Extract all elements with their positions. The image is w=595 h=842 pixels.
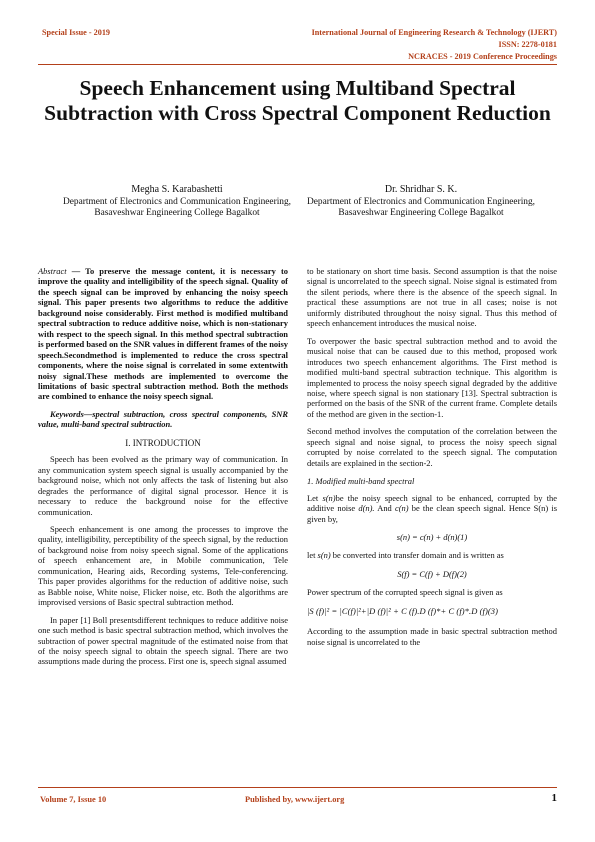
equation-2: S(f) = C(f) + D(f)(2) (397, 568, 467, 579)
footer-volume: Volume 7, Issue 10 (40, 795, 107, 804)
header-divider (38, 64, 557, 65)
header-issn: ISSN: 2278-0181 (498, 40, 557, 49)
right-paragraph-5 (307, 550, 557, 560)
left-column (38, 266, 288, 674)
math-symbol: s(n) (317, 550, 331, 561)
equation-3: |S (f)|² = |C(f)|²+|D (f)|² + C (f).D (f)*+ C (f)*.D (f)(3) (307, 605, 499, 616)
abstract-label: Abstract (38, 266, 67, 276)
author-department: Department of Electronics and Communication Engineering, (62, 196, 292, 207)
page-number: 1 (551, 792, 557, 804)
footer-divider (38, 787, 557, 788)
section-heading-introduction: I. INTRODUCTION (125, 437, 201, 448)
author-college: Basaveshwar Engineering College Bagalkot (338, 208, 504, 219)
footer-publisher: Published by, www.ijert.org (245, 795, 345, 804)
keywords-label: Keywords— (50, 408, 93, 419)
keywords (38, 409, 288, 430)
equation-1: s(n) = c(n) + d(n)(1) (396, 531, 468, 542)
intro-paragraph-3: In paper [1] Boll presentsdifferent techniques to reduce additive noise one such method is basic spectral subtraction method, which involves the subtraction of power spectral magnitude of the estimated noise from that of the noisy speech signal to obtain the speech signal. There are two assumptions made during the process. First one is, speech signal assumed (38, 614, 288, 667)
abstract-text: — To preserve the message content, it is necessary to improve the quality and intelligibility of the speech signal. Quality of the speech signal can be improved by enhancing the noisy speech signal. This paper presents two algorithms to reduce the additive background noise considerably. First method is modified multiband spectral subtraction to reduce additive noise, which is non-stationary with respect to the speech signal. In this method spectral subtraction is performed based on the SNR values in different frames of the noisy speech.Secondmethod is implemented to reduce the cross spectral components, where the noise signal is correlated in some extentwith noisy signal.These methods are implemented to overcome the limitations of basic spectral subtraction method. Both the methods are combined to enhance the noisy speech signal. (38, 266, 288, 402)
subsection-heading-modified-multiband: 1. Modified multi-band spectral (307, 476, 415, 487)
abstract (38, 266, 288, 402)
right-paragraph-7: According to the assumption made in basic spectral subtraction method noise signal is uncorrelated to the (307, 626, 557, 647)
intro-paragraph-2: Speech enhancement is one among the processes to improve the quality, intelligibility, perceptibility of the speech signal, by the reduction of background noise from noisy speech signal. Some of the applications of speech enhancement are, in Mobile communication, Tele communication, Hearing aids, Recording systems, Tele-conferencing. This paper provides algorithms for the reduction of additive noise, such as Babble noise, White noise, Flicker noise, etc. Both the algorithms are improvised versions of Basic spectral subtraction method. (38, 523, 288, 608)
intro-paragraph-1: Speech has been evolved as the primary way of communication. In any communication system speech signal is usually accompanied by the background noise, which not only affects the task of listening but also degrades the performance of digital signal processor. Hence it is necessary to reduce the background noise for the effective communication. (38, 454, 288, 517)
math-symbol: d(n). (358, 503, 375, 514)
author-college: Basaveshwar Engineering College Bagalkot (94, 208, 260, 219)
math-symbol: s(n) (322, 492, 336, 503)
text-fragment: be the noisy speech signal to be enhanced, corrupted by the additive noise (307, 492, 557, 514)
right-column (307, 266, 557, 654)
right-paragraph-4 (307, 493, 557, 524)
text-fragment: Let (307, 492, 323, 503)
text-fragment: And (374, 503, 395, 514)
author-department: Department of Electronics and Communication Engineering, (306, 196, 536, 207)
right-paragraph-6: Power spectrum of the corrupted speech signal is given as (307, 587, 503, 598)
header-special-issue: Special Issue - 2019 (42, 28, 111, 37)
math-symbol: c(n) (394, 503, 409, 514)
header-conference: NCRACES - 2019 Conference Proceedings (408, 52, 557, 61)
author-block-2 (306, 184, 536, 220)
text-fragment: let (307, 550, 318, 561)
right-paragraph-3: Second method involves the computation of the correlation between the speech signal and noise signal, to process the noisy speech signal corrupted by noise correlated to the speech signal. The computation details are explained in the section-2. (307, 426, 557, 468)
paper-title: Speech Enhancement using Multiband Spectral Subtraction with Cross Spectral Component Reduction (44, 76, 551, 125)
author-block-1 (62, 184, 292, 220)
keywords-text: spectral subtraction, cross spectral components, SNR value, multi-band spectral subtraction. (38, 408, 288, 430)
header-journal-name: International Journal of Engineering Research & Technology (IJERT) (311, 28, 557, 37)
author-name: Dr. Shridhar S. K. (384, 184, 458, 195)
text-fragment: be the clean speech signal. Hence S(n) is given by, (307, 503, 557, 524)
right-paragraph-2: To overpower the basic spectral subtraction method and to avoid the musical noise that can be caused due to this method, proposed work introduces two speech enhancement algorithms. The First method is modified multi-band spectral subtraction technique. This algorithm is implemented to process the noisy speech signal degraded by the additive noise, where speech signal is non stationary [13]. Spectral subtraction is performed on the basis of the SNR of the current frame. Complete details of the method are given in the section-1. (307, 335, 557, 419)
text-fragment: be converted into transfer domain and is written as (330, 550, 504, 561)
right-paragraph-1: to be stationary on short time basis. Second assumption is that the noise signal is uncorrelated to the speech signal. Noise signal is estimated from the silent periods, where there is the absence of the speech signal. In practical these assumptions are not true in all cases; noise is not uniformly distributed throughout the noisy signal. Thus this method of speech enhancement introduces the musical noise. (307, 266, 557, 329)
author-name: Megha S. Karabashetti (131, 184, 223, 195)
